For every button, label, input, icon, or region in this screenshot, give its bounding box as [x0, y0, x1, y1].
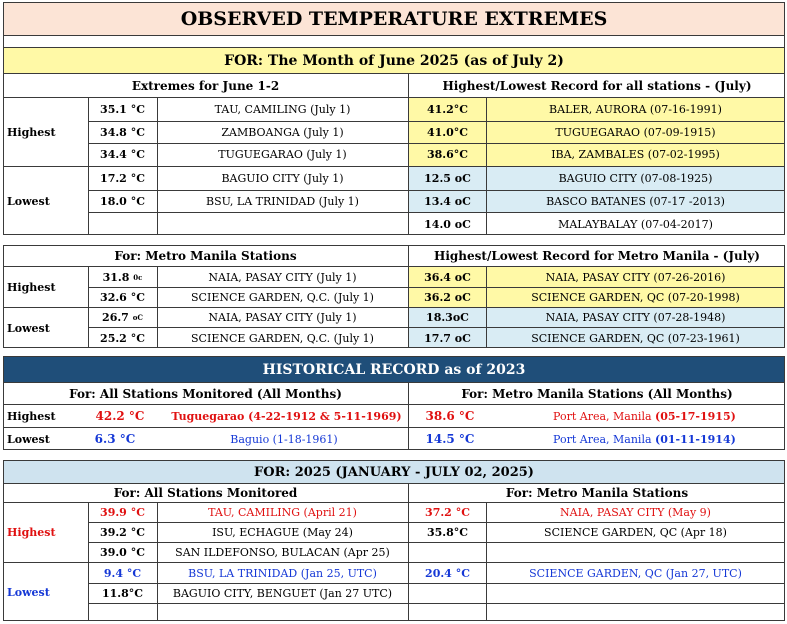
june-record-low-temp: 13.4 oC	[424, 194, 471, 208]
metro-record-station: NAIA, PASAY CITY (07-26-2016)	[545, 270, 726, 284]
june-record-low-temp: 12.5 oC	[424, 172, 471, 185]
year-left-header: For: All Stations Monitored	[113, 486, 298, 500]
june-lowest-label: Lowest	[7, 194, 50, 208]
year-mm-high-temp: 37.2 °C	[425, 506, 470, 519]
year-low-temp: 9.4 °C	[103, 566, 142, 580]
year-mm-low-temp: 20.4 °C	[425, 566, 470, 580]
metro-station: NAIA, PASAY CITY (July 1)	[208, 270, 357, 284]
june-record-high-temp: 38.6 °C	[426, 148, 469, 161]
year-mm-high-temp: 35.8 °C	[426, 526, 469, 539]
metro-station: SCIENCE GARDEN, Q.C. (July 1)	[191, 331, 374, 345]
june-right-header: Highest/Lowest Record for all stations - (July)	[442, 78, 752, 93]
year-mm-high-station: NAIA, PASAY CITY (May 9)	[560, 506, 711, 519]
metro-record-temp: 36.4 oC	[424, 270, 471, 284]
metro-right-header: Highest/Lowest Record for Metro Manila - (July)	[434, 249, 760, 263]
metro-record-temp: 18.3oC	[426, 311, 469, 324]
june-record-high-temp: 41.2 °C	[426, 103, 469, 116]
historical-high-station: Tuguegarao (4-22-1912 & 5-11-1969)	[171, 409, 402, 423]
june-record-low-station: BAGUIO CITY (07-08-1925)	[558, 172, 713, 185]
historical-mm-low-station: Port Area, Manila (01-11-1914)	[553, 432, 736, 446]
june-low-temp: 18.0 °C	[100, 194, 145, 208]
metro-left-header: For: Metro Manila Stations	[114, 249, 297, 263]
june-record-low-station: BASCO BATANES (07-17 -2013)	[546, 194, 725, 208]
june-left-header: Extremes for June 1-2	[131, 78, 280, 93]
metro-record-station: SCIENCE GARDEN, QC (07-23-1961)	[531, 331, 740, 345]
june-record-high-station: BALER, AURORA (07-16-1991)	[549, 103, 722, 116]
historical-mm-low-temp: 14.5 °C	[425, 432, 475, 446]
metro-record-temp: 36.2 oC	[424, 291, 471, 304]
historical-banner: HISTORICAL RECORD as of 2023	[262, 361, 526, 378]
metro-record-station: NAIA, PASAY CITY (07-28-1948)	[545, 311, 726, 324]
year-low-station: BSU, LA TRINIDAD (Jan 25, UTC)	[188, 566, 377, 580]
year-high-temp: 39.0 °C	[100, 546, 145, 559]
year-low-temp: 11.8 °C	[101, 587, 144, 600]
metro-temp: 32.6 °C	[100, 291, 145, 304]
june-record-high-station: TUGUEGARAO (07-09-1915)	[555, 125, 716, 139]
year-high-temp: 39.9 °C	[100, 506, 145, 519]
year-highest-label: Highest	[7, 526, 56, 539]
year-mm-low-station: SCIENCE GARDEN, QC (Jan 27, UTC)	[529, 566, 742, 580]
historical-mm-high-station: Port Area, Manila (05-17-1915)	[553, 409, 736, 423]
year-banner: FOR: 2025 (JANUARY - JULY 02, 2025)	[254, 464, 534, 480]
metro-record-station: SCIENCE GARDEN, QC (07-20-1998)	[531, 291, 740, 304]
june-high-station: TAU, CAMILING (July 1)	[214, 103, 351, 116]
june-record-high-temp: 41.0 °C	[426, 125, 469, 139]
historical-low-station: Baguio (1-18-1961)	[230, 432, 338, 446]
june-low-station: BSU, LA TRINIDAD (July 1)	[206, 194, 359, 208]
metro-temp: 25.2 °C	[100, 331, 145, 345]
june-low-temp: 17.2 °C	[100, 172, 145, 185]
year-high-station: TAU, CAMILING (April 21)	[208, 506, 357, 519]
metro-station: SCIENCE GARDEN, Q.C. (July 1)	[191, 291, 374, 304]
metro-station: NAIA, PASAY CITY (July 1)	[208, 311, 357, 324]
metro-temp: 26.7 oC	[102, 311, 143, 324]
year-mm-high-station: SCIENCE GARDEN, QC (Apr 18)	[544, 526, 727, 539]
metro-temp: 31.8 0c	[102, 270, 143, 284]
june-record-low-station: MALAYBALAY (07-04-2017)	[558, 217, 713, 231]
historical-left-header: For: All Stations Monitored (All Months)	[69, 386, 342, 401]
page-title: OBSERVED TEMPERATURE EXTREMES	[180, 8, 608, 30]
june-high-temp: 34.4 °C	[100, 148, 145, 161]
historical-high-temp: 42.2 °C	[95, 409, 145, 423]
month-banner: FOR: The Month of June 2025 (as of July 2)	[224, 52, 564, 69]
historical-mm-high-temp: 38.6 °C	[425, 409, 475, 423]
june-record-high-station: IBA, ZAMBALES (07-02-1995)	[551, 148, 720, 161]
june-highest-label: Highest	[7, 125, 56, 139]
historical-low-temp: 6.3 °C	[94, 432, 136, 446]
june-high-station: ZAMBOANGA (July 1)	[221, 125, 344, 139]
year-high-station: SAN ILDEFONSO, BULACAN (Apr 25)	[175, 546, 390, 559]
year-high-temp: 39.2 °C	[100, 526, 145, 539]
year-lowest-label: Lowest	[7, 585, 50, 599]
historical-lowest-label: Lowest	[7, 432, 50, 446]
june-record-low-temp: 14.0 oC	[424, 217, 471, 231]
june-high-station: TUGUEGARAO (July 1)	[218, 148, 347, 161]
year-right-header: For: Metro Manila Stations	[505, 486, 689, 500]
metro-lowest-label: Lowest	[7, 321, 50, 335]
historical-right-header: For: Metro Manila Stations (All Months)	[461, 386, 733, 401]
june-high-temp: 34.8 °C	[100, 125, 145, 139]
june-high-temp: 35.1 °C	[100, 103, 145, 116]
june-low-station: BAGUIO CITY (July 1)	[221, 172, 344, 185]
year-low-station: BAGUIO CITY, BENGUET (Jan 27 UTC)	[172, 587, 393, 600]
metro-highest-label: Highest	[7, 280, 56, 294]
historical-highest-label: Highest	[7, 409, 56, 423]
metro-record-temp: 17.7 oC	[424, 331, 471, 345]
year-high-station: ISU, ECHAGUE (May 24)	[212, 526, 353, 539]
